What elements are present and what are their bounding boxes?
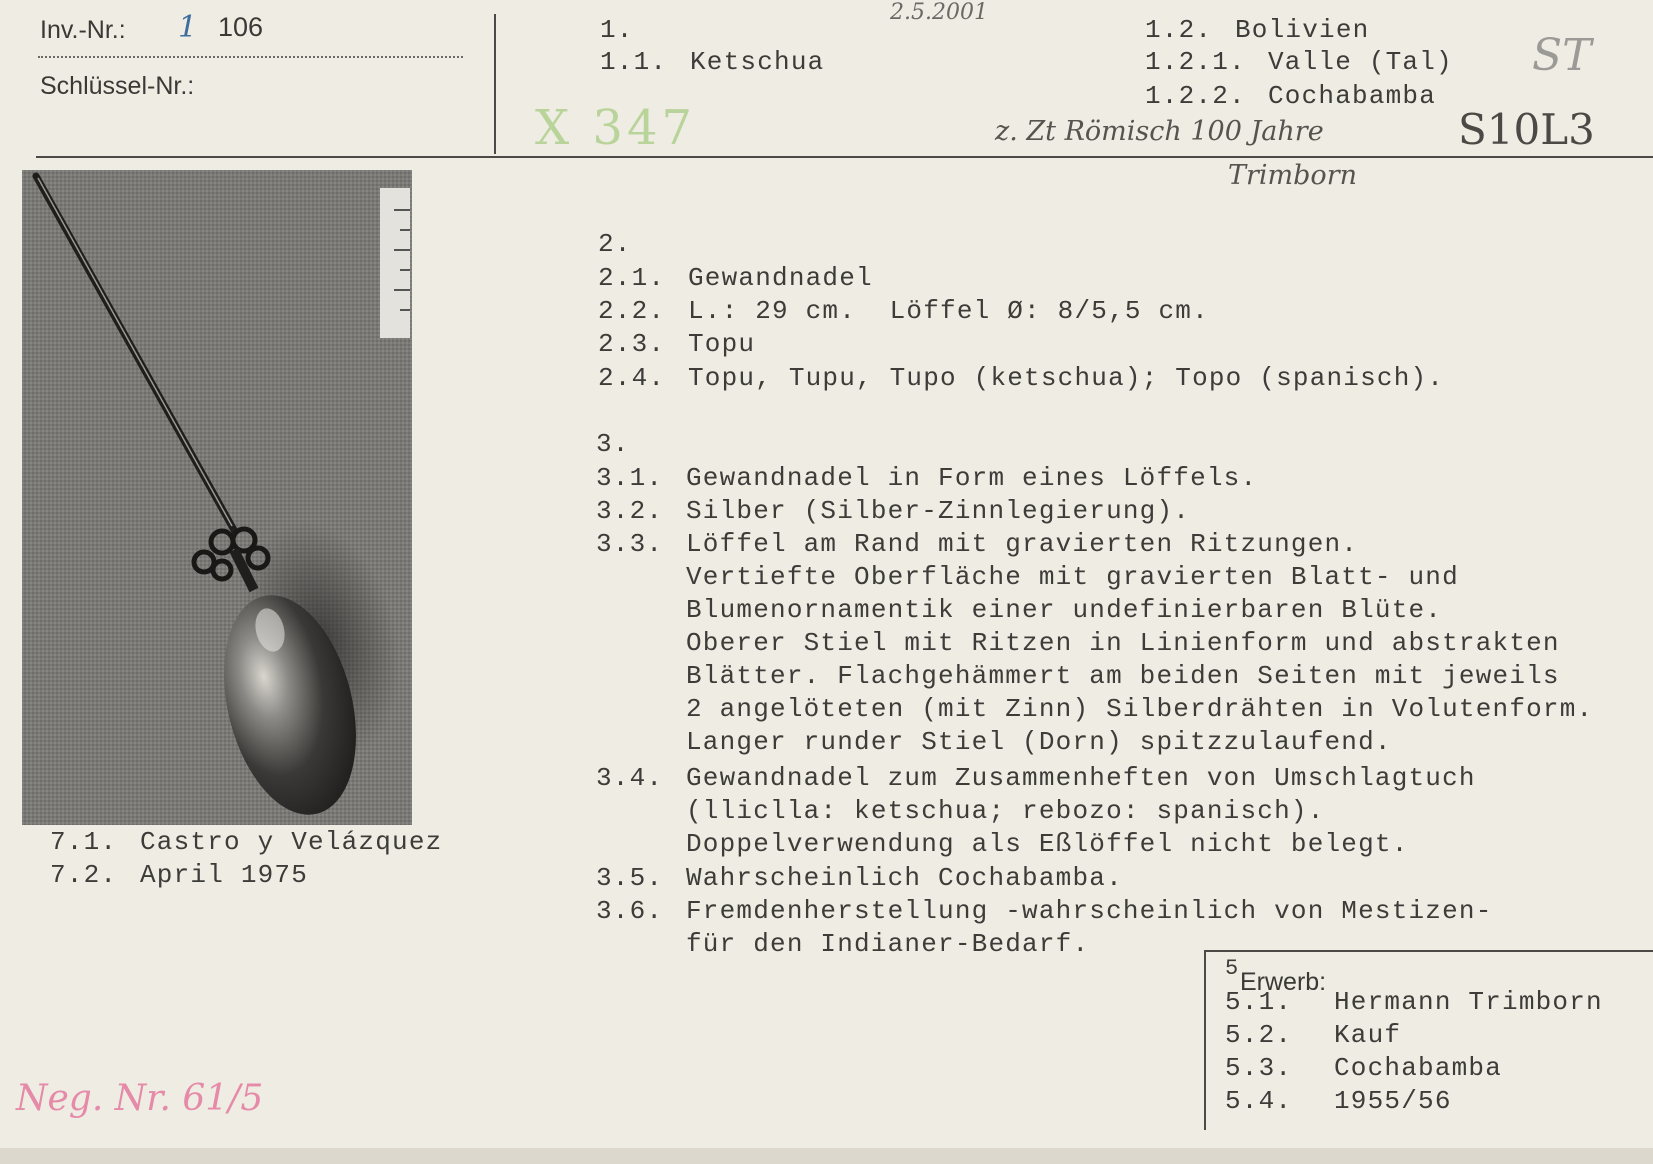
item-7-2-text: April 1975: [140, 860, 309, 890]
item-3-2-number: 3.2.: [596, 496, 664, 526]
item-1-2-2-text: Cochabamba: [1268, 81, 1437, 111]
acquisition-box-top-rule: [1204, 950, 1653, 952]
item-5-2-text: Kauf: [1334, 1020, 1402, 1050]
inv-prefix: 1: [178, 10, 198, 45]
item-2-2-number: 2.2.: [598, 296, 666, 326]
object-photo: [22, 170, 412, 825]
item-2-4-number: 2.4.: [598, 363, 666, 393]
handwritten-green-number: X 347: [535, 100, 697, 156]
handwritten-code: S10L3: [1458, 105, 1595, 154]
item-3-1-text: Gewandnadel in Form eines Löffels.: [686, 463, 1258, 493]
handwritten-negative-number: Neg. Nr. 61/5: [16, 1078, 264, 1119]
handwritten-note: z. Zt Römisch 100 Jahre: [995, 116, 1324, 147]
item-7-1-text: Castro y Velázquez: [140, 827, 443, 857]
item-5-3-text: Cochabamba: [1334, 1053, 1503, 1083]
section-3-number: 3.: [596, 429, 630, 459]
inv-number: 106: [218, 12, 264, 42]
item-3-6-text: Fremdenherstellung -wahrscheinlich von Mestizen- für den Indianer-Bedarf.: [686, 896, 1493, 959]
item-2-3-number: 2.3.: [598, 329, 666, 359]
handwritten-st: ST: [1532, 30, 1592, 81]
item-1-2-2-number: 1.2.2.: [1145, 81, 1246, 111]
handwritten-date: 2.5.2001: [890, 0, 988, 25]
handwritten-name: Trimborn: [1228, 160, 1357, 191]
item-3-4-text: Gewandnadel zum Zusammenheften von Umschlagtuch (lliclla: ketschua; rebozo: spanisch). Doppelverwendung als Eßlöffel nicht belegt.: [686, 763, 1476, 859]
section-2-number: 2.: [598, 229, 632, 259]
item-1-1-number: 1.1.: [600, 47, 668, 77]
card-bottom-edge: [0, 1148, 1653, 1164]
inv-label: Inv.-Nr.:: [40, 16, 126, 44]
key-label: Schlüssel-Nr.:: [40, 72, 195, 100]
item-2-1-text: Gewandnadel: [688, 263, 873, 293]
item-5-4-number: 5.4.: [1225, 1086, 1293, 1116]
item-7-1-number: 7.1.: [50, 827, 118, 857]
item-3-2-text: Silber (Silber-Zinnlegierung).: [686, 496, 1191, 526]
acquisition-box-left-rule: [1204, 950, 1206, 1130]
item-3-1-number: 3.1.: [596, 463, 664, 493]
item-1-2-1-number: 1.2.1.: [1145, 47, 1246, 77]
item-2-2-text: L.: 29 cm. Löffel Ø: 8/5,5 cm.: [688, 296, 1209, 326]
inv-dotted-line: [38, 56, 463, 58]
item-2-4-text: Topu, Tupu, Tupo (ketschua); Topo (spanisch).: [688, 363, 1445, 393]
item-3-6-number: 3.6.: [596, 896, 664, 926]
header-divider: [494, 14, 496, 154]
measuring-ruler: [380, 188, 410, 338]
section-1-number: 1.: [600, 15, 634, 45]
item-1-2-number: 1.2.: [1145, 15, 1213, 45]
item-5-4-text: 1955/56: [1334, 1086, 1452, 1116]
item-1-2-text: Bolivien: [1235, 15, 1370, 45]
item-3-3-text: Löffel am Rand mit gravierten Ritzungen. Vertiefte Oberfläche mit gravierten Blatt- und Blumenornamentik einer undefinierbaren Blüte. Oberer Stiel mit Ritzen in Linienform und abstrakten Blätter. Flachgehämmert am beiden Seiten mit jeweils 2 angelöteten (mit Zinn) Silberdrähten in Volutenform. Langer runder Stiel (Dorn) spitzzulaufend.: [686, 529, 1594, 757]
header-rule: [36, 156, 1653, 158]
item-2-3-text: Topu: [688, 329, 756, 359]
item-5-1-text: Hermann Trimborn: [1334, 987, 1603, 1017]
item-3-5-text: Wahrscheinlich Cochabamba.: [686, 863, 1123, 893]
acquisition-label: Erwerb:: [1240, 968, 1327, 996]
item-7-2-number: 7.2.: [50, 860, 118, 890]
item-1-1-text: Ketschua: [690, 47, 825, 77]
section-5-number: 5: [1225, 956, 1240, 981]
item-5-1-number: 5.1.: [1225, 987, 1293, 1017]
item-5-2-number: 5.2.: [1225, 1020, 1293, 1050]
item-3-3-number: 3.3.: [596, 529, 664, 559]
item-1-2-1-text: Valle (Tal): [1268, 47, 1453, 77]
item-3-5-number: 3.5.: [596, 863, 664, 893]
item-5-3-number: 5.3.: [1225, 1053, 1293, 1083]
item-3-4-number: 3.4.: [596, 763, 664, 793]
item-2-1-number: 2.1.: [598, 263, 666, 293]
